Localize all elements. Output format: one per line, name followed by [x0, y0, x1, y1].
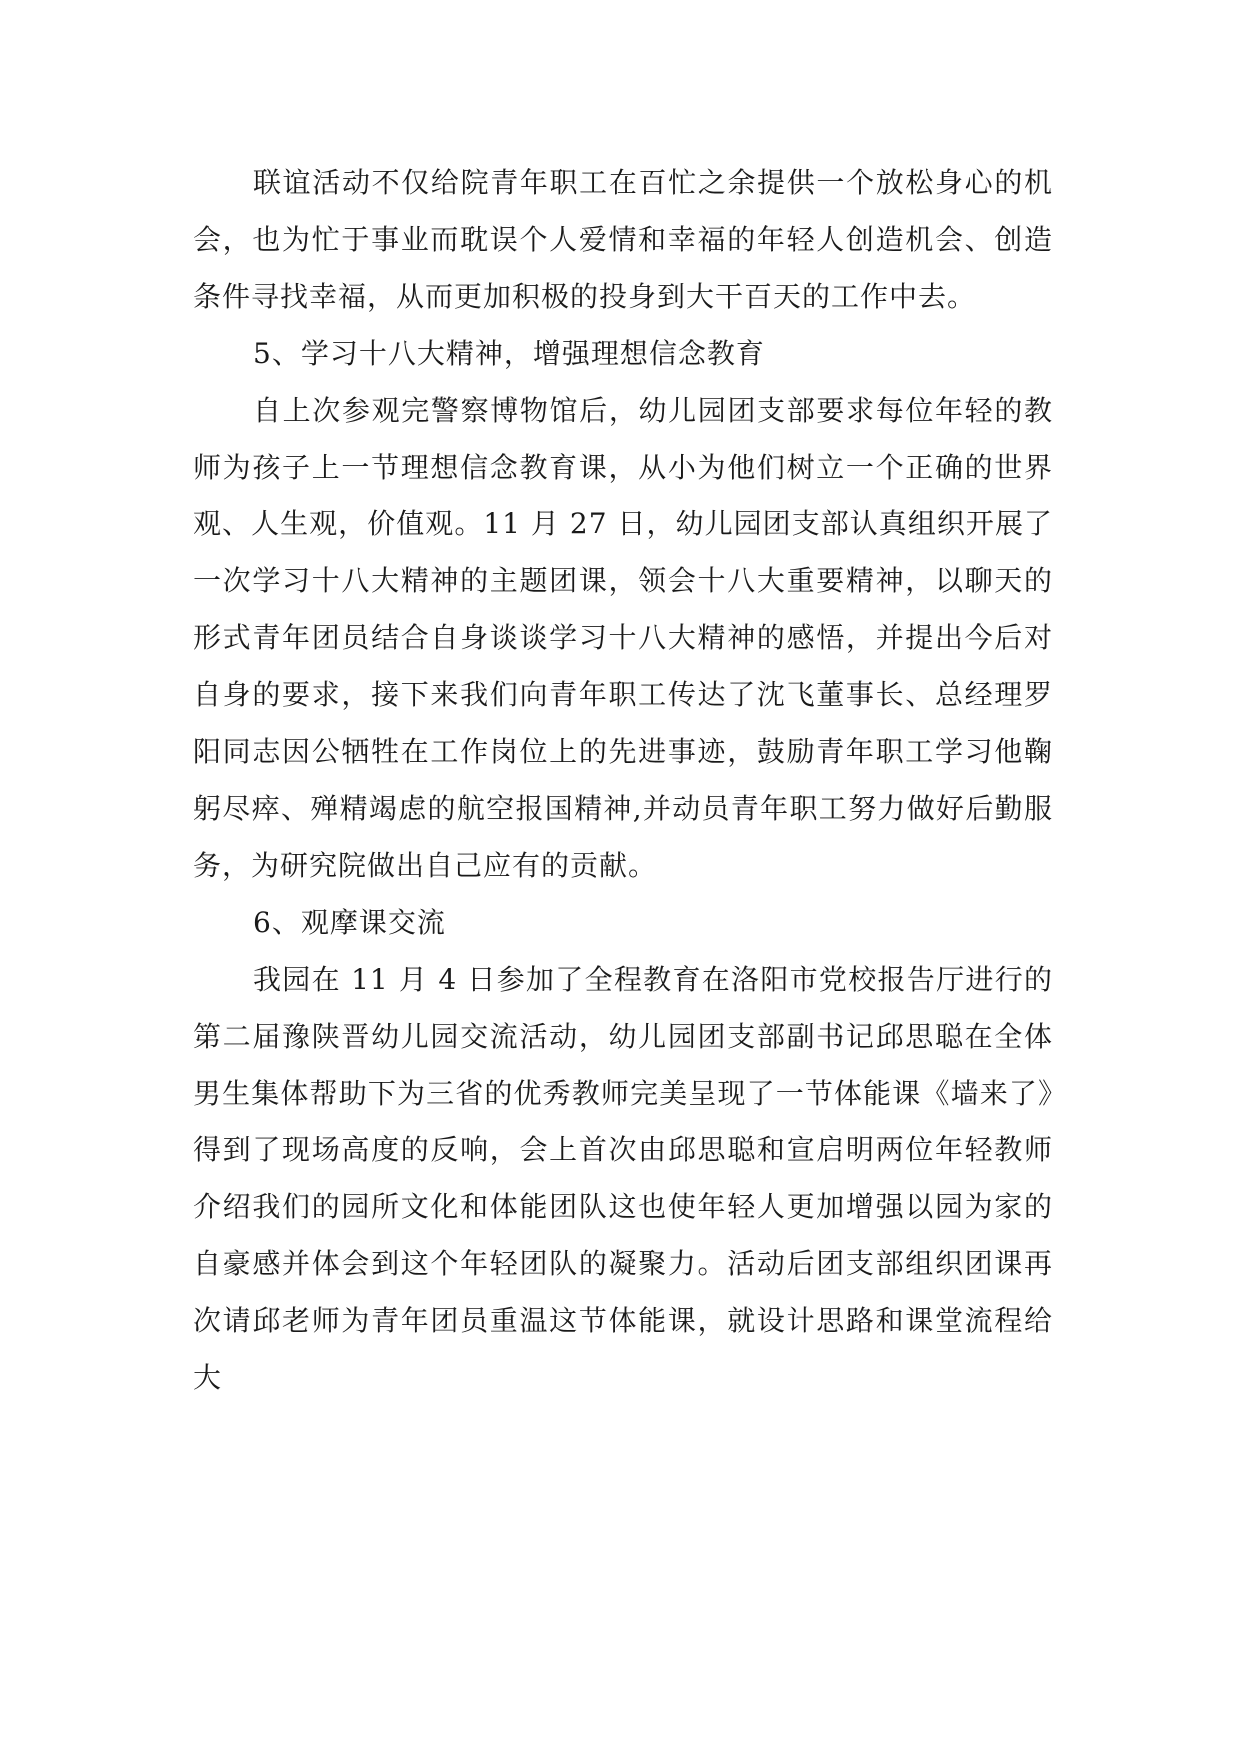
paragraph-ideals-education: 自上次参观完警察博物馆后，幼儿园团支部要求每位年轻的教师为孩子上一节理想信念教育课，从小为他们树立一个正确的世界观、人生观，价值观。11 月 27 日，幼儿园团支部认真组织开展了一次学习十八大精神的主题团课，领会十八大重要精神，以聊天的形式青年团员结合自身谈谈学习十八大精神的感悟，并提出今后对自身的要求，接下来我们向青年职工传达了沈飞董事长、总经理罗阳同志因公牺牲在工作岗位上的先进事迹，鼓励青年职工学习他鞠躬尽瘁、殚精竭虑的航空报国精神,并动员青年职工努力做好后勤服务，为研究院做出自己应有的贡献。	[193, 393, 1053, 882]
section-heading-5: 5、学习十八大精神，增强理想信念教育	[253, 336, 765, 370]
document-page	[193, 155, 1053, 1407]
paragraph-observation-class: 我园在 11 月 4 日参加了全程教育在洛阳市党校报告厅进行的第二届豫陕晋幼儿园交流活动，幼儿园团支部副书记邱思聪在全体男生集体帮助下为三省的优秀教师完美呈现了一节体能课《墙来了》得到了现场高度的反响，会上首次由邱思聪和宣启明两位年轻教师介绍我们的园所文化和体能团队这也使年轻人更加增强以园为家的自豪感并体会到这个年轻团队的凝聚力。活动后团支部组织团课再次请邱老师为青年团员重温这节体能课，就设计思路和课堂流程给大	[193, 962, 1053, 1395]
paragraph-social-event-benefits: 联谊活动不仅给院青年职工在百忙之余提供一个放松身心的机会，也为忙于事业而耽误个人爱情和幸福的年轻人创造机会、创造条件寻找幸福，从而更加积极的投身到大干百天的工作中去。	[193, 166, 1053, 313]
section-heading-6: 6、观摩课交流	[253, 905, 446, 939]
